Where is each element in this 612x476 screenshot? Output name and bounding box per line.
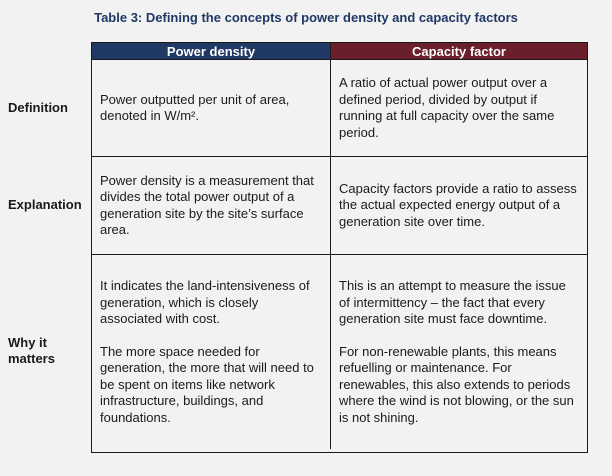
cell-why-capacity-factor	[331, 255, 587, 449]
cell-text: It indicates the land-intensiveness of generation, which is closely associated with cost.	[100, 278, 310, 326]
table-caption: Table 3: Defining the concepts of power density and capacity factors	[94, 10, 518, 25]
cell-text: Power outputted per unit of area, denoted in W/m².	[100, 91, 290, 123]
header-power-density: Power density	[92, 43, 331, 60]
row-label-explanation: Explanation	[8, 197, 82, 212]
cell-text: For non-renewable plants, this means refuelling or maintenance. For renewables, this also extends to periods where the wind is not blowing, or the sun is not shining.	[339, 343, 574, 425]
cell-text: This is an attempt to measure the issue of intermittency – the fact that every generation site must face downtime.	[339, 278, 566, 326]
cell-explanation-power-density	[92, 157, 331, 255]
header-capacity-factor: Capacity factor	[331, 43, 587, 60]
cell-text: Power density is a measurement that divides the total power output of a generation site by the site’s surface area.	[100, 172, 314, 237]
row-label-definition: Definition	[8, 100, 68, 115]
cell-explanation-capacity-factor	[331, 157, 587, 255]
cell-why-power-density	[92, 255, 331, 449]
cell-text: A ratio of actual power output over a defined period, divided by output if running at full capacity over the same period.	[339, 75, 555, 140]
cell-definition-power-density	[92, 60, 331, 157]
row-label-why-it-matters: Why it matters	[8, 335, 55, 366]
definitions-table	[91, 42, 588, 453]
cell-text: The more space needed for generation, the more that will need to be spent on items like network infrastructure, buildings, and foundations.	[100, 343, 314, 425]
cell-definition-capacity-factor	[331, 60, 587, 157]
cell-text: Capacity factors provide a ratio to assess the actual expected energy output of a generation site over time.	[339, 180, 577, 229]
